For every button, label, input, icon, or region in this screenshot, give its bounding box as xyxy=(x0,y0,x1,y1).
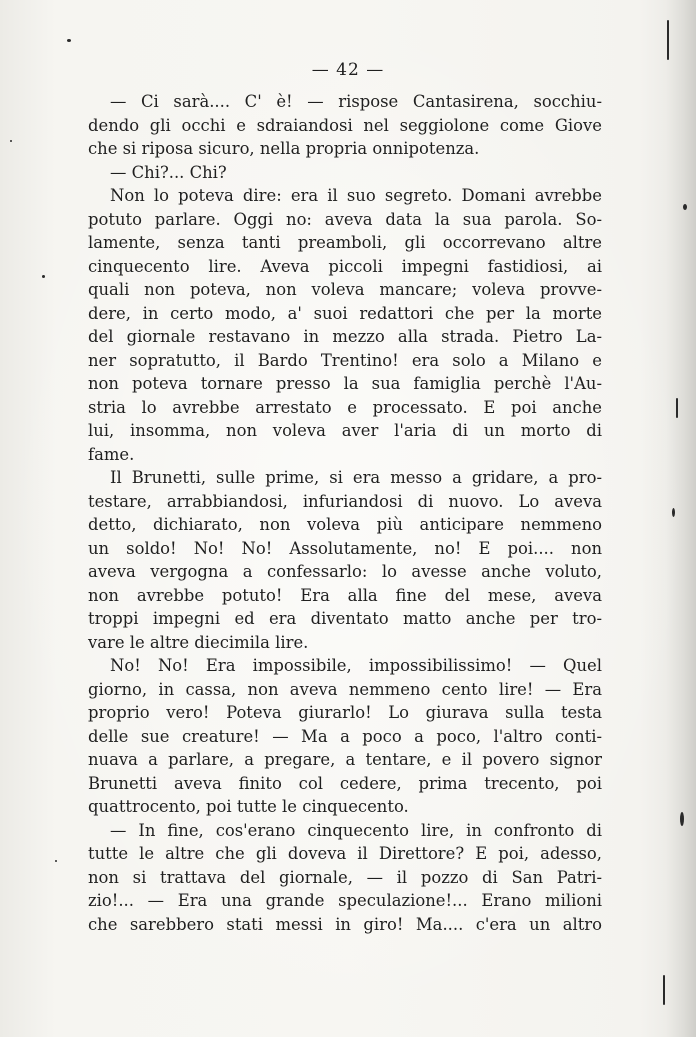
scan-speck xyxy=(67,39,71,42)
scan-speck xyxy=(680,812,684,826)
text-line: — Chi?... Chi? xyxy=(110,162,227,182)
text-line: quattrocento, poi tutte le cinquecento. xyxy=(88,797,409,816)
text-line: zio!... — Era una grande speculazione!... Erano milioni xyxy=(88,891,602,910)
page-edge-shadow xyxy=(666,0,696,1037)
scan-speck xyxy=(42,275,45,278)
text-line: detto, dichiarato, non voleva più anticipare nemmeno xyxy=(88,515,602,534)
text-line: non poteva tornare presso la sua famiglia perchè l'Au- xyxy=(88,374,602,393)
text-line: delle sue creature! — Ma a poco a poco, l'altro conti- xyxy=(88,726,602,746)
scan-speck xyxy=(667,20,669,60)
text-line: troppi impegni ed era diventato matto anche per tro- xyxy=(88,609,602,628)
text-line: dere, in certo modo, a' suoi redattori che per la morte xyxy=(88,303,602,323)
text-line: lui, insomma, non voleva aver l'aria di un morto di xyxy=(88,421,602,440)
text-line: giorno, in cassa, non aveva nemmeno cento lire! — Era xyxy=(88,679,602,699)
text-line: proprio vero! Poteva giurarlo! Lo giurava sulla testa xyxy=(88,703,602,722)
text-line: stria lo avrebbe arrestato e processato. E poi anche xyxy=(88,397,602,417)
text-line: dendo gli occhi e sdraiandosi nel seggiolone come Giove xyxy=(88,115,602,135)
scan-speck xyxy=(672,508,675,517)
scan-speck xyxy=(55,860,57,862)
text-line: non si trattava del giornale, — il pozzo di San Patri- xyxy=(88,867,602,887)
text-line: vare le altre diecimila lire. xyxy=(88,632,309,652)
body-text xyxy=(88,90,602,936)
text-line: — In fine, cos'erano cinquecento lire, in confronto di xyxy=(110,820,602,840)
text-line: potuto parlare. Oggi no: aveva data la sua parola. So- xyxy=(88,209,602,229)
text-line: cinquecento lire. Aveva piccoli impegni fastidiosi, ai xyxy=(88,256,602,276)
text-line: Brunetti aveva finito col cedere, prima trecento, poi xyxy=(88,773,602,793)
text-line: nuava a parlare, a pregare, a tentare, e il povero signor xyxy=(88,750,602,769)
scan-speck xyxy=(676,398,678,418)
text-line: un soldo! No! No! Assolutamente, no! E poi.... non xyxy=(88,538,602,558)
scan-speck xyxy=(10,140,12,142)
text-line: testare, arrabbiandosi, infuriandosi di nuovo. Lo aveva xyxy=(88,491,602,511)
text-line: non avrebbe potuto! Era alla fine del mese, aveva xyxy=(88,585,602,605)
text-line: aveva vergogna a confessarlo: lo avesse anche voluto, xyxy=(88,562,602,581)
text-line: che sarebbero stati messi in giro! Ma.... c'era un altro xyxy=(88,914,602,934)
text-line: ner sopratutto, il Bardo Trentino! era solo a Milano e xyxy=(88,350,602,370)
text-line: Il Brunetti, sulle prime, si era messo a gridare, a pro- xyxy=(110,468,602,487)
page-number: — 42 — xyxy=(311,60,385,80)
text-line: tutte le altre che gli doveva il Direttore? E poi, adesso, xyxy=(88,844,602,863)
text-line: che si riposa sicuro, nella propria onnipotenza. xyxy=(88,139,480,158)
text-line: del giornale restavano in mezzo alla strada. Pietro La- xyxy=(88,327,602,346)
text-line: No! No! Era impossibile, impossibilissimo! — Quel xyxy=(110,656,602,675)
text-line: — Ci sarà.... C' è! — rispose Cantasirena, socchiu- xyxy=(110,92,602,111)
text-line: Non lo poteva dire: era il suo segreto. Domani avrebbe xyxy=(110,186,602,205)
scan-speck xyxy=(683,204,687,210)
scan-speck xyxy=(663,975,665,1005)
text-line: fame. xyxy=(88,444,135,464)
text-line: lamente, senza tanti preamboli, gli occorrevano altre xyxy=(88,233,602,252)
text-line: quali non poteva, non voleva mancare; voleva provve- xyxy=(88,280,602,299)
